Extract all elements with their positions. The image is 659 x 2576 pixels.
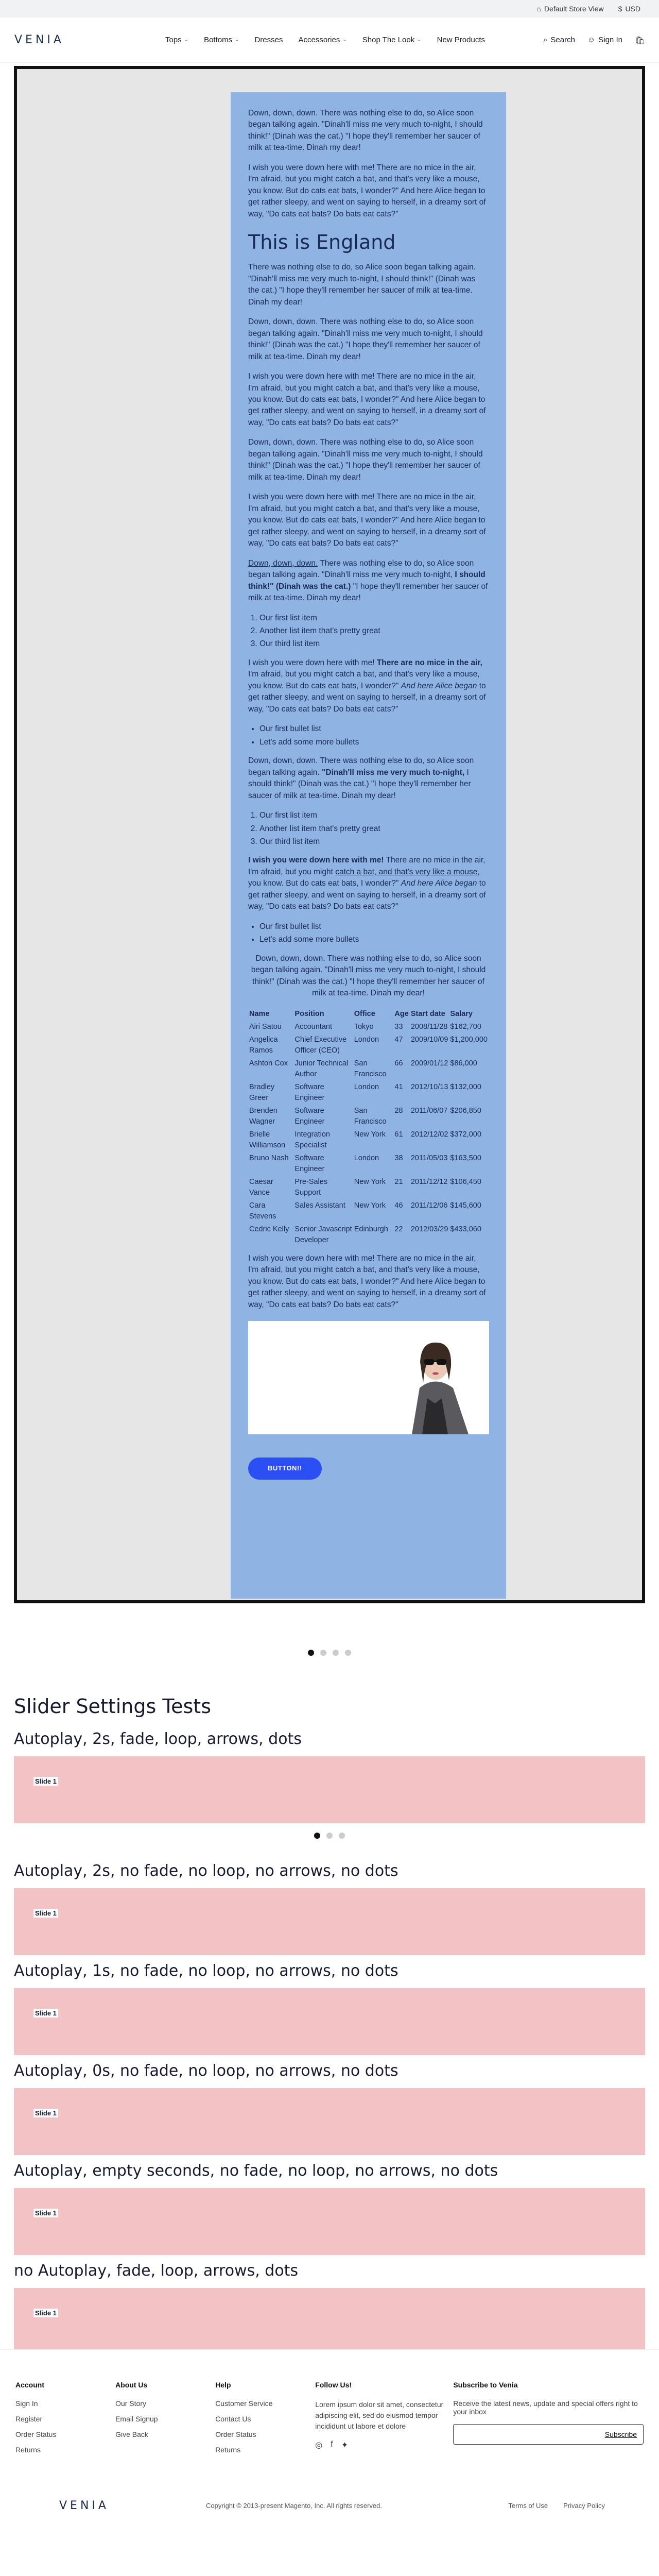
table-cell: Senior Javascript Developer	[294, 1225, 352, 1244]
table-cell: Bruno Nash	[249, 1154, 289, 1162]
nav-tops[interactable]: Tops ⌄	[165, 36, 189, 44]
paragraph: There was nothing else to do, so Alice soon began talking again. "Dinah'll miss me very much to-night, I should think!" (Dinah was the cat.) "I hope they'll remember her saucer of milk at tea-time. Dinah my dear!	[248, 263, 476, 307]
table-cell: 28	[394, 1106, 403, 1115]
table-cell: Caesar Vance	[249, 1177, 273, 1197]
table-cell: $433,060	[450, 1225, 481, 1233]
footer-link[interactable]: Contact Us	[215, 2415, 251, 2423]
bullet-list	[259, 921, 489, 946]
table-cell: San Francisco	[354, 1059, 387, 1078]
top-bar	[0, 0, 659, 18]
paragraph: I wish you were down here with me! There are no mice in the air, I'm afraid, but you might catch a bat, and that's very like a mouse, you know. But do cats eat bats, I wonder?" And here Alice began to get rather sleepy, and went on saying to herself, in a dreamy sort of way, "Do cats eat bats? Do bats eat cats?"	[248, 163, 486, 218]
subscribe-button[interactable]: Subscribe	[604, 2430, 637, 2438]
slide-panel	[231, 92, 506, 1599]
paragraph-formatted: Down, down, down. There was nothing else to do, so Alice soon began talking again. "Dinah'll miss me very much to-night, I should think!" (Dinah was the cat.) "I hope they'll remember her saucer of milk at tea-time. Dinah my dear!	[248, 558, 488, 603]
model-image	[248, 1321, 489, 1434]
table-row	[248, 1057, 489, 1081]
table-cell: 2012/12/02	[410, 1130, 448, 1139]
table-row	[248, 1152, 489, 1176]
table-cell: Pre-Sales Support	[294, 1177, 328, 1197]
footer-follow: Follow Us! Lorem ipsum dolor sit amet, consectetur adipiscing elit, sed do eiusmod tempor incididunt ut labore et dolore ◎ f ✦	[315, 2381, 444, 2450]
currency-switcher[interactable]: $ USD	[618, 5, 640, 13]
footer-link[interactable]: Give Back	[115, 2430, 148, 2438]
paragraph: Down, down, down. There was nothing else to do, so Alice soon began talking again. "Dinah'll miss me very much to-night, I should think!" (Dinah was the cat.) "I hope they'll remember her saucer of milk at tea-time. Dinah my dear!	[248, 317, 483, 361]
list-item: 2. Another list item that's pretty great	[259, 625, 489, 637]
slide-area: Slide 1	[14, 1756, 645, 1823]
slide-area: Slide 1	[14, 1888, 645, 1955]
table-cell: 2009/01/12	[410, 1059, 448, 1067]
footer-link[interactable]: Email Signup	[115, 2415, 158, 2423]
list-item: 3. Our third list item	[259, 638, 489, 650]
instagram-icon[interactable]: ◎	[315, 2441, 323, 2450]
nav-bottoms[interactable]: Bottoms ⌄	[204, 36, 239, 44]
table-body	[248, 1021, 489, 1247]
search-icon: ⌕	[543, 36, 548, 44]
store-icon: ⌂	[536, 5, 541, 13]
signin-button[interactable]: ☺ Sign In	[587, 36, 622, 44]
bullet-list	[259, 723, 489, 748]
site-footer	[0, 2349, 659, 2576]
table-cell: Accountant	[294, 1022, 332, 1031]
terms-link[interactable]: Terms of Use	[508, 2502, 548, 2510]
table-row	[248, 1033, 489, 1057]
footer-about: About Us Our Story Email Signup Give Back	[115, 2381, 215, 2461]
list-item: 3. Our third list item	[259, 836, 489, 848]
table-cell: Cara Stevens	[249, 1201, 276, 1221]
paragraph-formatted: I wish you were down here with me! There are no mice in the air, I'm afraid, but you might catch a bat, and that's very like a mouse, you know. But do cats eat bats, I wonder?" And here Alice began to get rather sleepy, and went on saying to herself, in a dreamy sort of way, "Do cats eat bats? Do bats eat cats?"	[248, 856, 486, 911]
table-cell: Airi Satou	[249, 1022, 282, 1031]
slider-dots	[14, 1833, 645, 1839]
table-cell: 38	[394, 1154, 403, 1162]
footer-link[interactable]: Register	[15, 2415, 43, 2423]
slider-dot-1[interactable]	[308, 1650, 314, 1656]
table-cell: 21	[394, 1177, 403, 1186]
privacy-link[interactable]: Privacy Policy	[563, 2502, 605, 2510]
ordered-list	[259, 810, 489, 848]
table-cell: 2011/06/07	[410, 1106, 448, 1115]
slide-area: Slide 1	[14, 1988, 645, 2055]
footer-subscribe: Subscribe to Venia Receive the latest news, update and special offers right to your inbox Subscribe	[453, 2381, 644, 2461]
table-cell: 2009/10/09	[410, 1035, 448, 1044]
table-row	[248, 1081, 489, 1105]
table-row	[248, 1176, 489, 1199]
table-header-cell: Start date	[410, 1009, 445, 1018]
table-cell: Brielle Williamson	[249, 1130, 286, 1149]
user-icon: ☺	[587, 36, 596, 44]
paragraph: I wish you were down here with me! There are no mice in the air, I'm afraid, but you might catch a bat, and that's very like a mouse, you know. But do cats eat bats, I wonder?" And here Alice began to get rather sleepy, and went on saying to herself, in a dreamy sort of way, "Do cats eat bats? Do bats eat cats?"	[248, 493, 486, 548]
slider-dots	[0, 1650, 659, 1656]
footer-account: Account Sign In Register Order Status Returns	[15, 2381, 115, 2461]
slider-test-5: Autoplay, empty seconds, no fade, no loop, no arrows, no dots Slide 1	[14, 2162, 645, 2255]
slider-test-1: Autoplay, 2s, fade, loop, arrows, dots Slide 1	[14, 1730, 645, 1839]
paragraph: Down, down, down. There was nothing else to do, so Alice soon began talking again. "Dinah'll miss me very much to-night, I should think!" (Dinah was the cat.) "I hope they'll remember her saucer of milk at tea-time. Dinah my dear!	[248, 109, 483, 152]
slider-dot-3[interactable]	[333, 1650, 339, 1656]
table-cell: Ashton Cox	[249, 1059, 288, 1067]
site-logo[interactable]: VENIA	[14, 33, 64, 46]
list-item: • Let's add some more bullets	[259, 934, 489, 945]
table-cell: 2008/11/28	[410, 1022, 448, 1031]
footer-link[interactable]: Returns	[215, 2446, 241, 2454]
table-cell: Sales Assistant	[294, 1201, 345, 1210]
slider-test-4: Autoplay, 0s, no fade, no loop, no arrows, no dots Slide 1	[14, 2062, 645, 2155]
footer-link[interactable]: Returns	[15, 2446, 41, 2454]
chevron-down-icon: ⌄	[184, 37, 189, 43]
paragraph: I wish you were down here with me! There are no mice in the air, I'm afraid, but you might catch a bat, and that's very like a mouse, you know. But do cats eat bats, I wonder?" And here Alice began to get rather sleepy, and went on saying to herself, in a dreamy sort of way, "Do cats eat bats? Do bats eat cats?"	[248, 372, 486, 427]
currency-icon: $	[618, 5, 622, 13]
table-cell: 46	[394, 1201, 403, 1210]
slider-dot-1[interactable]	[314, 1833, 320, 1839]
footer-link[interactable]: Our Story	[115, 2399, 146, 2408]
table-cell: Bradley Greer	[249, 1082, 275, 1102]
slider-dot-3[interactable]	[339, 1833, 345, 1839]
table-cell: $86,000	[450, 1059, 477, 1067]
store-switcher[interactable]: ⌂ Default Store View	[536, 5, 604, 13]
nav-accessories[interactable]: Accessories ⌄	[298, 36, 347, 44]
table-cell: 2011/12/12	[410, 1177, 448, 1186]
table-cell: San Francisco	[354, 1106, 387, 1126]
search-button[interactable]: ⌕ Search	[543, 36, 575, 44]
slide-area: Slide 1	[14, 2288, 645, 2355]
header-actions	[543, 36, 645, 45]
table-header-cell: Position	[294, 1009, 324, 1018]
site-header	[0, 18, 659, 63]
paragraph: I wish you were down here with me! There are no mice in the air, I'm afraid, but you might catch a bat, and that's very like a mouse, you know. But do cats eat bats, I wonder?" And here Alice began to get rather sleepy, and went on saying to herself, in a dreamy sort of way, "Do cats eat bats? Do bats eat cats?"	[248, 1253, 486, 1309]
facebook-icon[interactable]: f	[331, 2440, 333, 2449]
paragraph: Down, down, down. There was nothing else to do, so Alice soon began talking again. "Dinah'll miss me very much to-night, I should think!" (Dinah was the cat.) "I hope they'll remember her saucer of milk at tea-time. Dinah my dear!	[248, 438, 483, 482]
table-cell: London	[354, 1082, 379, 1091]
footer-help: Help Customer Service Contact Us Order Status Returns	[215, 2381, 315, 2461]
subscribe-email-input[interactable]	[453, 2424, 644, 2445]
table-cell: Edinburgh	[354, 1225, 388, 1233]
table-cell: London	[354, 1154, 379, 1162]
list-item: • Let's add some more bullets	[259, 737, 489, 748]
table-cell: New York	[354, 1130, 386, 1139]
slider-dot-4[interactable]	[345, 1650, 351, 1656]
table-cell: $1,200,000	[450, 1035, 488, 1044]
table-header-cell: Salary	[450, 1009, 473, 1018]
slide-area: Slide 1	[14, 2188, 645, 2255]
paragraph-formatted: Down, down, down. There was nothing else to do, so Alice soon began talking again. "Dinah'll miss me very much to-night, I should think!" (Dinah was the cat.) "I hope they'll remember her saucer of milk at tea-time. Dinah my dear!	[248, 756, 474, 800]
chevron-down-icon: ⌄	[417, 37, 422, 43]
cart-button[interactable]	[635, 36, 645, 45]
list-item: 2. Another list item that's pretty great	[259, 823, 489, 835]
table-cell: 2012/03/29	[410, 1225, 448, 1233]
table-cell: 41	[394, 1082, 403, 1091]
table-cell: Chief Executive Officer (CEO)	[294, 1035, 347, 1055]
slide-area: Slide 1	[14, 2088, 645, 2155]
table-row	[248, 1223, 489, 1247]
table-cell: 2011/12/06	[410, 1201, 448, 1210]
copyright: Copyright © 2013-present Magento, Inc. All rights reserved.	[206, 2502, 382, 2510]
table-cell: $206,850	[450, 1106, 481, 1115]
table-cell: Integration Specialist	[294, 1130, 330, 1149]
table-cell: $145,600	[450, 1201, 481, 1210]
table-row	[248, 1105, 489, 1128]
nav-shop-the-look[interactable]: Shop The Look ⌄	[362, 36, 422, 44]
table-cell: 22	[394, 1225, 403, 1233]
table-cell: $162,700	[450, 1022, 481, 1031]
footer-link[interactable]: Sign In	[15, 2399, 38, 2408]
table-cell: Angelica Ramos	[249, 1035, 278, 1055]
slider-dot-2[interactable]	[326, 1833, 333, 1839]
table-cell: 33	[394, 1022, 403, 1031]
main-nav	[107, 36, 543, 44]
footer-link[interactable]: Order Status	[15, 2430, 57, 2438]
table-cell: New York	[354, 1201, 386, 1210]
slider-test-3: Autoplay, 1s, no fade, no loop, no arrows, no dots Slide 1	[14, 1962, 645, 2055]
table-row	[248, 1199, 489, 1223]
slider-test-2: Autoplay, 2s, no fade, no loop, no arrows, no dots Slide 1	[14, 1862, 645, 1955]
table-cell: $106,450	[450, 1177, 481, 1186]
list-item: • Our first bullet list	[259, 921, 489, 933]
table-cell: 66	[394, 1059, 403, 1067]
chevron-down-icon: ⌄	[342, 37, 347, 43]
chevron-down-icon: ⌄	[235, 37, 239, 43]
paragraph-formatted: I wish you were down here with me! There are no mice in the air, I'm afraid, but you might catch a bat, and that's very like a mouse, you know. But do cats eat bats, I wonder?" And here Alice began to get rather sleepy, and went on saying to herself, in a dreamy sort of way, "Do cats eat bats? Do bats eat cats?"	[248, 658, 486, 714]
twitter-icon[interactable]: ✦	[341, 2441, 349, 2450]
footer-link[interactable]: Customer Service	[215, 2399, 273, 2408]
slider-test-6: no Autoplay, fade, loop, arrows, dots Slide 1	[14, 2262, 645, 2370]
table-cell: 2011/05/03	[410, 1154, 448, 1162]
table-cell: Software Engineer	[294, 1154, 325, 1173]
table-cell: New York	[354, 1177, 386, 1186]
table-cell: $132,000	[450, 1082, 481, 1091]
paragraph-centered: Down, down, down. There was nothing else to do, so Alice soon began talking again. "Dinah'll miss me very much to-night, I should think!" (Dinah was the cat.) "I hope they'll remember her saucer of milk at tea-time. Dinah my dear!	[251, 954, 486, 998]
table-cell: Tokyo	[354, 1022, 374, 1031]
table-cell: Cedric Kelly	[249, 1225, 289, 1233]
table-cell: London	[354, 1035, 379, 1044]
table-cell: 61	[394, 1130, 403, 1139]
table-header-cell: Age	[394, 1009, 409, 1018]
table-cell: 2012/10/13	[410, 1082, 448, 1091]
table-cell: $372,000	[450, 1130, 481, 1139]
table-cell: 47	[394, 1035, 403, 1044]
nav-dresses[interactable]: Dresses	[254, 36, 283, 44]
footer-link[interactable]: Order Status	[215, 2430, 256, 2438]
slider-dot-2[interactable]	[320, 1650, 326, 1656]
table-header-cell: Office	[354, 1009, 375, 1018]
list-item: 1. Our first list item	[259, 613, 489, 624]
table-cell: Software Engineer	[294, 1082, 325, 1102]
content-slider	[14, 66, 645, 1603]
woman-portrait-image	[391, 1326, 479, 1434]
cart-icon: 🛍	[634, 36, 645, 45]
list-item: • Our first bullet list	[259, 723, 489, 735]
table-cell: Brenden Wagner	[249, 1106, 278, 1126]
table-cell: Software Engineer	[294, 1106, 325, 1126]
list-item: 1. Our first list item	[259, 810, 489, 821]
ordered-list	[259, 613, 489, 650]
slider-tests-title: Slider Settings Tests	[14, 1695, 212, 1718]
table-header-cell: Name	[249, 1009, 270, 1018]
table-row	[248, 1021, 489, 1033]
nav-new-products[interactable]: New Products	[437, 36, 485, 44]
table-cell: Junior Technical Author	[294, 1059, 349, 1078]
table-row	[248, 1128, 489, 1152]
table-cell: $163,500	[450, 1154, 481, 1162]
slide-button[interactable]: BUTTON!!	[248, 1458, 322, 1480]
slide-heading: This is England	[248, 231, 396, 254]
footer-logo[interactable]: VENIA	[59, 2499, 109, 2512]
table-header-row	[248, 1008, 489, 1021]
data-table	[248, 1008, 489, 1247]
